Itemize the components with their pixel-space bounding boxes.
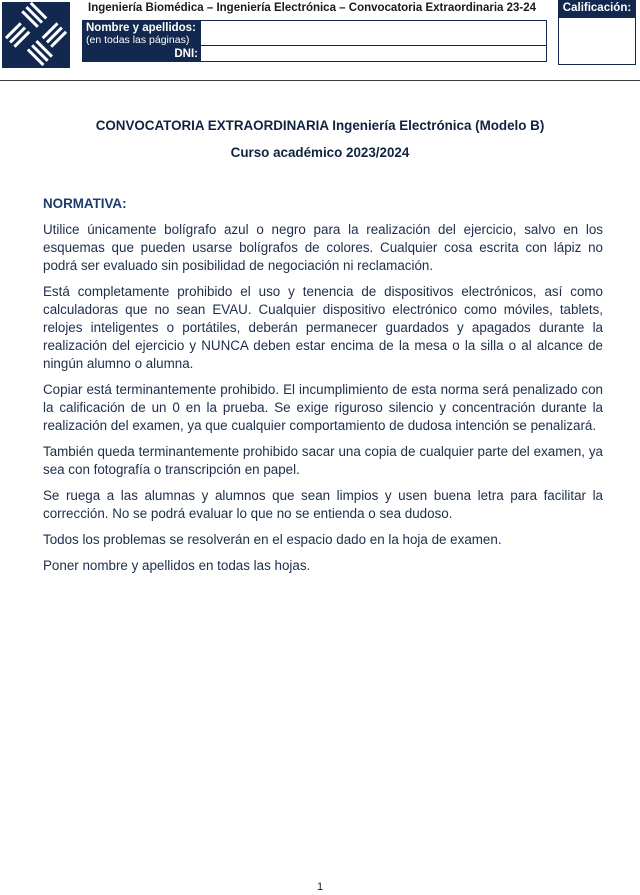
grade-label: Calificación: <box>558 0 636 17</box>
name-label: Nombre y apellidos: <box>86 22 196 34</box>
name-field[interactable] <box>201 21 546 45</box>
page-title: CONVOCATORIA EXTRAORDINARIA Ingeniería Electrónica (Modelo B) <box>95 118 545 133</box>
page-subtitle: Curso académico 2023/2024 <box>230 145 410 160</box>
rule-paragraph: Poner nombre y apellidos en todas las hojas. <box>43 558 311 573</box>
header-divider <box>0 80 640 81</box>
student-id-box <box>82 20 547 62</box>
rule-paragraph: Todos los problemas se resolverán en el espacio dado en la hoja de examen. <box>43 532 502 547</box>
rule-paragraph: Está completamente prohibido el uso y tenencia de dispositivos electrónicos, así como calculadoras que no sean EVAU. Cualquier dispositivo electrónico como móviles, tablets, relojes inteligentes o portátiles, deberán permanecer guardados y apagados durante la realización del ejercicio y NUNCA deben estar encima de la mesa o la silla o al alcance de ningún alumno o alumna. <box>43 284 603 371</box>
rule-paragraph: Se ruega a las alumnas y alumnos que sean limpios y usen buena letra para facilitar la corrección. No se podrá evaluar lo que no se entienda o sea dudoso. <box>43 488 603 521</box>
rule-paragraph: También queda terminantemente prohibido sacar una copia de cualquier parte del examen, ya sea con fotografía o transcripción en papel. <box>43 444 603 477</box>
rule-paragraph: Copiar está terminantemente prohibido. El incumplimiento de esta norma será penalizado con la calificación de un 0 en la prueba. Se exige riguroso silencio y concentración durante la realización del examen, ya que cualquier comportamiento de dudosa intención se penalizará. <box>43 382 603 433</box>
page-number: 1 <box>316 881 324 893</box>
dni-field[interactable] <box>201 46 546 61</box>
id-label-cell <box>83 21 201 61</box>
rule-paragraph: Utilice únicamente bolígrafo azul o negro para la realización del ejercicio, salvo en los esquemas que pueden usarse bolígrafos de colores. Cualquier cosa escrita con lápiz no podrá ser evaluado sin posibilidad de negociación ni reclamación. <box>43 222 603 273</box>
university-logo-icon <box>2 2 70 68</box>
name-sublabel: (en todas las páginas) <box>86 34 190 46</box>
section-heading: NORMATIVA: <box>43 196 127 211</box>
course-header: Ingeniería Biomédica – Ingeniería Electrónica – Convocatoria Extraordinaria 23-24 <box>88 2 537 14</box>
rules-list <box>43 221 603 583</box>
dni-label: DNI: <box>174 48 198 60</box>
grade-box[interactable] <box>558 17 636 65</box>
